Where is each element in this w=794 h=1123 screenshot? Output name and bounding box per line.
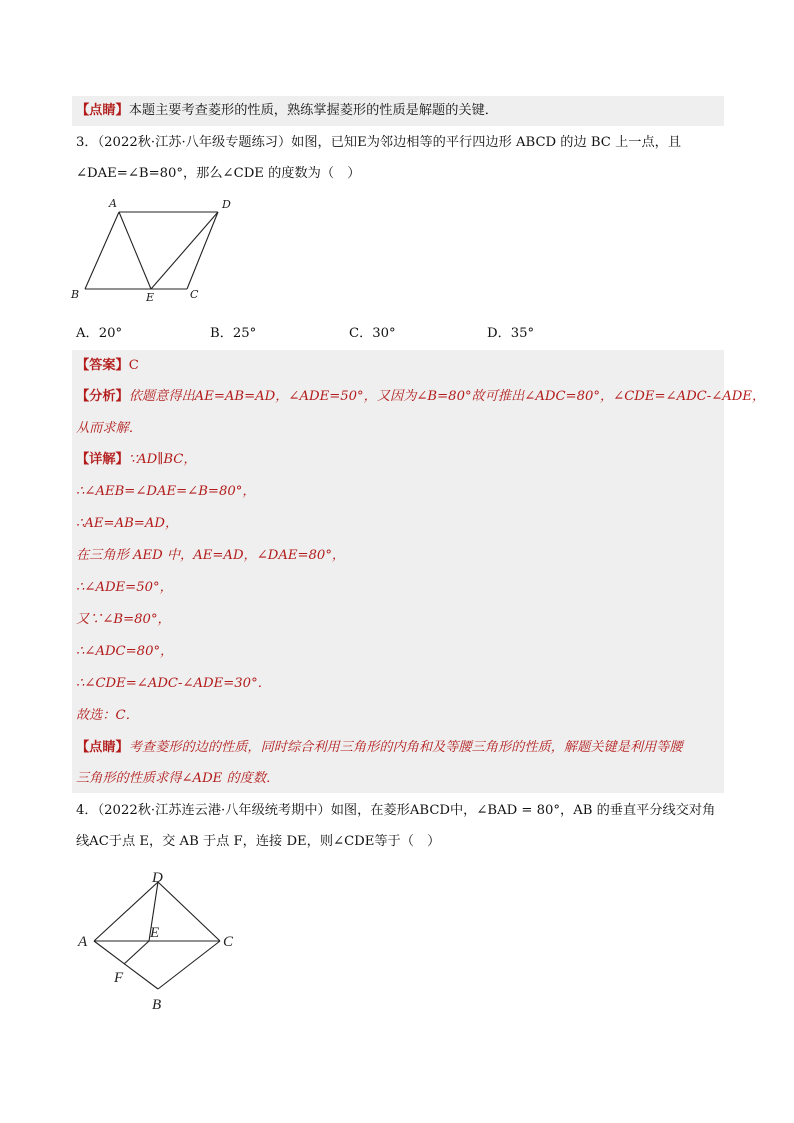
analysis-line2: 从而求解．: [76, 421, 142, 436]
comment-line2: 三角形的性质求得∠ADE 的度数．: [76, 771, 280, 786]
detail-line-3: 在三角形 AED 中，AE=AD，∠DAE=80°，: [76, 548, 346, 563]
solution-box: [72, 350, 724, 793]
analysis-line1: 【分析】依题意得出AE=AB=AD，∠ADE=50°，又因为∠B=80°故可推出∠ADC=80°，∠CDE=∠ADC-∠ADE，: [76, 389, 766, 404]
detail-line-6: ∴∠ADC=80°，: [76, 644, 174, 659]
option-c: C．30°: [349, 326, 396, 341]
option-d: D．35°: [487, 326, 535, 341]
answer: 【答案】C: [76, 358, 139, 373]
detail-line-1: ∴∠AEB=∠DAE=∠B=80°，: [76, 484, 256, 499]
label-f: F: [114, 970, 124, 986]
q3-figure: [66, 195, 246, 305]
q4-figure: [72, 864, 252, 1014]
q4-stem-line2: 线AC于点 E，交 AB 于点 F，连接 DE，则∠CDE等于（ ）: [76, 834, 441, 849]
label-c: C: [223, 934, 234, 950]
edge-da: [94, 882, 158, 941]
label-a: A: [78, 934, 88, 950]
label-d: D: [222, 198, 231, 211]
edge-cd: [187, 212, 218, 289]
edge-ab: [94, 941, 158, 989]
detail-line-5: 又∵∠B=80°，: [76, 612, 171, 627]
segment-ae: [119, 212, 151, 289]
detail-line-0: 【详解】∵AD∥BC，: [76, 452, 197, 467]
comment-line1: 【点睛】考查菱形的边的性质，同时综合利用三角形的内角和及等腰三角形的性质，解题关键是利用等腰: [76, 740, 683, 755]
edge-dc: [158, 882, 220, 941]
q3-stem-line2: ∠DAE=∠B=80°，那么∠CDE 的度数为（ ）: [76, 166, 361, 181]
option-a: A．20°: [76, 326, 123, 341]
q3-stem-line1: 3．（2022秋·江苏·八年级专题练习）如图，已知E为邻边相等的平行四边形 ABCD 的边 BC 上一点，且: [76, 135, 682, 150]
label-b: B: [152, 997, 162, 1013]
label-d: D: [152, 870, 163, 886]
edge-cb: [158, 941, 220, 989]
segment-ef: [124, 941, 149, 964]
detail-line-4: ∴∠ADE=50°，: [76, 580, 173, 595]
label-a: A: [109, 197, 117, 210]
detail-line-8: 故选：C．: [76, 708, 139, 723]
label-b: B: [71, 288, 80, 301]
label-e: E: [150, 925, 160, 941]
detail-line-7: ∴∠CDE=∠ADC-∠ADE=30°．: [76, 676, 271, 691]
label-e: E: [146, 291, 155, 304]
detail-line-2: ∴AE=AB=AD，: [76, 516, 179, 531]
segment-de: [151, 212, 218, 289]
q2-comment: 【点睛】本题主要考查菱形的性质，熟练掌握菱形的性质是解题的关键．: [76, 103, 498, 118]
option-b: B．25°: [210, 326, 257, 341]
edge-ab: [85, 212, 119, 289]
label-c: C: [190, 288, 199, 301]
q4-stem-line1: 4．（2022秋·江苏连云港·八年级统考期中）如图，在菱形ABCD中，∠BAD = 80°，AB 的垂直平分线交对角: [76, 803, 716, 818]
